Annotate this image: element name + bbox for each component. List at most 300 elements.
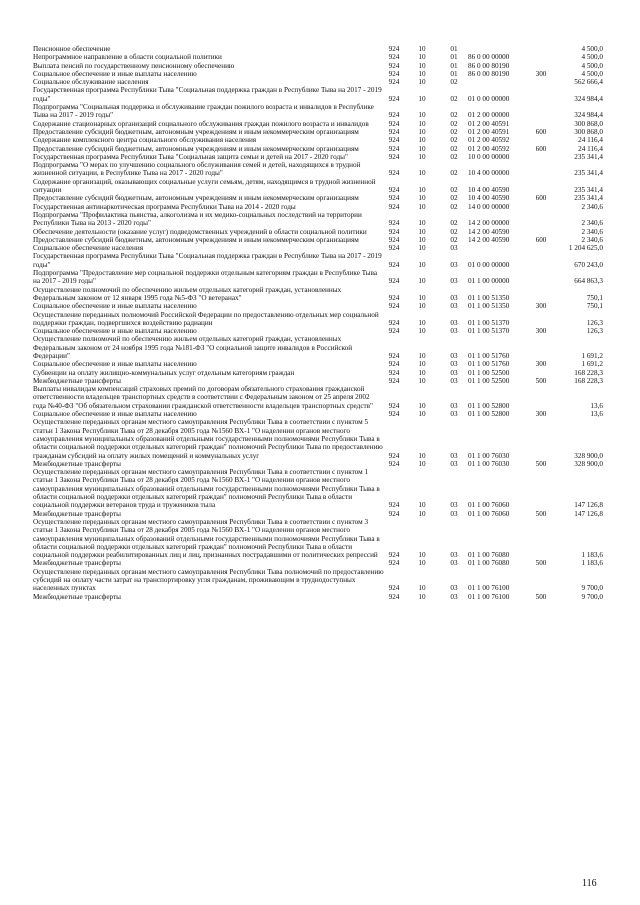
row-ved-code: 924 [388,194,400,203]
row-section-code: 10 [418,293,426,302]
row-ved-code: 924 [388,351,400,360]
row-amount: 147 126,8 [574,501,603,510]
row-name: Подпрограмма "Социальная поддержка и обслуживание граждан пожилого возраста и инвалидов в Республике Тыва на 2017 - 2019 годы" [33,103,374,120]
row-name: Содержание комплексного центра социального обслуживания населения [33,136,257,145]
table-row [33,593,603,601]
table-row [33,128,603,136]
row-section-code: 10 [418,169,426,178]
row-section-code: 10 [418,302,426,311]
row-amount: 1 183,6 [581,559,603,568]
row-ved-code: 924 [388,327,400,336]
table-row [33,468,603,509]
row-target-article-code: 01 0 00 00000 [468,260,510,269]
row-expense-type-code [530,228,552,236]
row-target-article-code: 01 1 00 00000 [468,277,510,286]
row-amount: 2 340,6 [581,235,603,244]
table-row [33,377,603,385]
row-subsection-code: 02 [450,186,458,195]
row-section-code: 10 [418,219,426,228]
row-target-article-code: 01 1 00 76030 [468,459,510,468]
row-expense-type-code: 300 [535,69,547,78]
row-target-article-code: 01 1 00 76080 [468,551,510,560]
table-row [33,161,603,178]
row-section-code: 10 [418,194,426,203]
row-expense-type-code [530,335,552,360]
row-expense-type-code [530,385,552,410]
row-ved-code: 924 [388,202,400,211]
row-subsection-code: 03 [450,318,458,327]
row-section-code: 10 [418,501,426,510]
row-ved-code: 924 [388,111,400,120]
row-name: Социальное обеспечение и иные выплаты населению [33,302,197,311]
row-expense-type-code [530,136,552,144]
row-name: Предоставление субсидий бюджетным, автономным учреждениям и иным некоммерческим организациям [33,127,359,136]
row-ved-code: 924 [388,152,400,161]
row-name: Пенсионное обеспечение [33,45,111,53]
row-amount: 235 341,4 [574,152,603,161]
row-ved-code: 924 [388,277,400,286]
row-amount: 664 863,3 [574,277,603,286]
row-subsection-code: 03 [450,277,458,286]
row-expense-type-code [530,244,552,252]
row-ved-code: 924 [388,127,400,136]
row-subsection-code: 02 [450,219,458,228]
table-row [33,568,603,593]
row-section-code: 10 [418,45,426,53]
row-subsection-code: 01 [450,53,458,62]
row-section-code: 10 [418,111,426,120]
table-row [33,252,603,269]
row-subsection-code: 03 [450,509,458,518]
row-name: Осуществление полномочий по обеспечению жильем отдельных категорий граждан, установленных Федеральным законом от 24 ноября 1995 года №181-ФЗ "О социальной защите инвалидов в Российской Федерации" [33,335,353,360]
row-target-article-code: 14 2 00 40590 [468,235,510,244]
row-target-article-code: 01 1 00 51760 [468,360,510,369]
row-target-article-code: 10 4 00 40590 [468,186,510,195]
row-name: Субвенции на оплату жилищно-коммунальных услуг отдельным категориям граждан [33,368,295,377]
row-section-code: 10 [418,360,426,369]
row-name: Осуществление переданных органам местного самоуправления Республики Тыва в соответствии с пунктом 1 статьи 1 Закона Республики Тыва от 28 декабря 2005 года №1560 ВХ-1 "О наделении органов местного самоуправления муниципальных образований отдельными государственными полномочиями Республики Тыва в области социальной поддержки отдельных категорий граждан" полномочий Республики Тыва в области социальной поддержки ветеранов труда и тружеников тыла [33,468,380,510]
row-section-code: 10 [418,459,426,468]
row-amount: 4 500,0 [581,53,603,62]
row-expense-type-code [530,286,552,303]
row-section-code: 10 [418,584,426,593]
row-amount: 300 868,0 [574,119,603,128]
row-subsection-code: 03 [450,592,458,601]
row-name: Социальное обеспечение и иные выплаты населению [33,410,197,419]
row-section-code: 10 [418,277,426,286]
row-subsection-code: 03 [450,501,458,510]
table-row [33,360,603,368]
row-section-code: 10 [418,318,426,327]
row-amount: 670 243,0 [574,260,603,269]
row-expense-type-code [530,369,552,377]
row-subsection-code: 03 [450,293,458,302]
row-amount: 13,6 [590,401,603,410]
row-subsection-code: 02 [450,136,458,145]
row-ved-code: 924 [388,592,400,601]
row-subsection-code: 03 [450,551,458,560]
row-target-article-code [468,78,530,86]
row-amount: 126,3 [586,318,603,327]
row-subsection-code: 03 [450,559,458,568]
table-row [33,53,603,61]
table-row [33,559,603,567]
row-name: Социальное обеспечение населения [33,244,144,253]
row-ved-code: 924 [388,401,400,410]
row-subsection-code: 02 [450,152,458,161]
row-subsection-code: 03 [450,410,458,419]
row-amount: 562 666,4 [574,78,603,87]
row-name: Государственная программа Республики Тыва "Социальная поддержка граждан в Республике Тыва на 2017 - 2019 годы" [33,252,382,269]
row-expense-type-code [530,418,552,459]
row-ved-code: 924 [388,136,400,145]
row-ved-code: 924 [388,451,400,460]
row-name: Предоставление субсидий бюджетным, автономным учреждениям и иным некоммерческим организациям [33,144,359,153]
table-row [33,244,603,252]
row-section-code: 10 [418,69,426,78]
table-row [33,145,603,153]
row-subsection-code: 03 [450,451,458,460]
row-name: Социальное обеспечение и иные выплаты населению [33,327,197,336]
row-name: Межбюджетные трансферты [33,459,121,468]
row-name: Осуществление переданных органам местного самоуправления Республики Тыва полномочий по предоставлению субсидий на оплату части затрат на транспортировку угля гражданам, проживающим в труднодоступных населенных пунктах [33,567,384,593]
row-ved-code: 924 [388,360,400,369]
row-name: Выплаты инвалидам компенсаций страховых премий по договорам обязательного страхования гражданской ответственности владельцев транспортных средств в соответствии с Федеральным законом от 25 апреля 2002 года №40-ФЗ "Об обязательном страховании гражданской ответственности владельцев транспортных средств" [33,385,373,410]
budget-table [33,45,603,601]
table-row [33,62,603,70]
row-target-article-code: 10 0 00 00000 [468,152,510,161]
row-ved-code: 924 [388,376,400,385]
row-ved-code: 924 [388,61,400,70]
row-section-code: 10 [418,186,426,195]
row-amount: 2 340,6 [581,202,603,211]
row-expense-type-code [530,468,552,509]
row-subsection-code: 03 [450,302,458,311]
row-subsection-code: 01 [450,69,458,78]
row-target-article-code: 10 4 00 40590 [468,194,510,203]
row-section-code: 10 [418,94,426,103]
row-section-code: 10 [418,509,426,518]
row-section-code: 10 [418,351,426,360]
row-subsection-code: 02 [450,202,458,211]
row-amount: 13,6 [590,410,603,419]
row-expense-type-code: 300 [535,327,547,336]
row-subsection-code: 02 [450,194,458,203]
table-row [33,518,603,559]
table-row [33,178,603,195]
row-name: Межбюджетные трансферты [33,592,121,601]
table-row [33,369,603,377]
row-subsection-code: 03 [450,351,458,360]
row-section-code: 10 [418,559,426,568]
row-subsection-code: 03 [450,368,458,377]
row-section-code: 10 [418,144,426,153]
row-section-code: 10 [418,376,426,385]
table-row [33,286,603,303]
row-target-article-code: 01 2 00 40591 [468,127,510,136]
row-target-article-code: 01 1 00 76030 [468,451,510,460]
row-ved-code: 924 [388,551,400,560]
row-target-article-code: 01 2 00 40591 [468,119,510,128]
row-expense-type-code [530,518,552,559]
row-section-code: 10 [418,327,426,336]
row-target-article-code: 01 1 00 52500 [468,368,510,377]
row-expense-type-code: 500 [535,559,547,568]
row-subsection-code: 03 [450,584,458,593]
table-row [33,510,603,518]
row-section-code: 10 [418,127,426,136]
row-expense-type-code [530,120,552,128]
row-target-article-code: 01 1 00 76060 [468,509,510,518]
row-amount: 1 183,6 [581,551,603,560]
table-row [33,418,603,459]
row-ved-code: 924 [388,584,400,593]
table-row [33,211,603,228]
row-expense-type-code: 600 [535,144,547,153]
row-subsection-code: 02 [450,111,458,120]
row-subsection-code: 02 [450,169,458,178]
row-name: Государственная программа Республики Тыва "Социальная поддержка граждан в Республике Тыва на 2017 - 2019 годы" [33,86,382,103]
row-name: Обеспечение деятельности (оказание услуг) подведомственных учреждений в области социальной политики [33,227,367,236]
table-row [33,385,603,410]
row-ved-code: 924 [388,69,400,78]
row-amount: 324 984,4 [574,111,603,120]
row-amount: 168 228,3 [574,368,603,377]
table-row [33,78,603,86]
row-expense-type-code: 500 [535,459,547,468]
row-expense-type-code: 600 [535,235,547,244]
row-subsection-code: 02 [450,227,458,236]
row-amount: 24 116,4 [578,144,603,153]
row-amount: 4 500,0 [581,45,603,53]
row-section-code: 10 [418,78,426,87]
row-section-code: 10 [418,202,426,211]
row-ved-code: 924 [388,368,400,377]
row-target-article-code: 01 1 00 76100 [468,592,510,601]
row-amount: 750,1 [586,293,603,302]
row-amount: 328 900,0 [574,451,603,460]
row-expense-type-code: 600 [535,194,547,203]
row-target-article-code: 86 0 00 80190 [468,69,510,78]
row-expense-type-code: 300 [535,360,547,369]
row-amount: 1 691,2 [581,360,603,369]
row-amount: 9 700,0 [581,584,603,593]
row-expense-type-code [530,178,552,195]
row-expense-type-code [530,103,552,120]
row-section-code: 10 [418,53,426,62]
row-section-code: 10 [418,235,426,244]
row-name: Межбюджетные трансферты [33,509,121,518]
row-expense-type-code [530,203,552,211]
row-target-article-code: 86 0 00 80190 [468,61,510,70]
row-expense-type-code: 500 [535,592,547,601]
table-row [33,203,603,211]
row-name: Межбюджетные трансферты [33,559,121,568]
row-name: Подпрограмма "Профилактика пьянства, алкоголизма и их медико-социальных последствий на территории Республики Тыва на 2013 - 2020 годы" [33,210,362,228]
row-subsection-code: 02 [450,78,458,87]
row-amount: 2 340,6 [581,227,603,236]
row-amount: 235 341,4 [574,194,603,203]
row-subsection-code: 03 [450,360,458,369]
row-subsection-code: 03 [450,244,458,253]
row-ved-code: 924 [388,219,400,228]
row-amount: 9 700,0 [581,592,603,601]
row-ved-code: 924 [388,78,400,87]
budget-table-body [33,45,603,601]
table-row [33,153,603,161]
row-expense-type-code [530,78,552,86]
table-row [33,194,603,202]
row-ved-code: 924 [388,302,400,311]
row-target-article-code [468,244,530,252]
row-ved-code: 924 [388,559,400,568]
row-target-article-code: 01 1 00 52800 [468,410,510,419]
row-ved-code: 924 [388,260,400,269]
row-amount: 147 126,8 [574,509,603,518]
row-target-article-code: 01 2 00 40592 [468,136,510,145]
table-row [33,103,603,120]
row-target-article-code: 14 2 00 40590 [468,227,510,236]
row-name: Осуществление переданных полномочий Российской Федерации по предоставлению отдельных мер социальной поддержки граждан, подвергшихся воздействию радиации [33,310,379,327]
row-subsection-code: 03 [450,401,458,410]
row-amount: 235 341,4 [574,169,603,178]
row-target-article-code: 14 2 00 00000 [468,219,510,228]
row-ved-code: 924 [388,235,400,244]
row-expense-type-code [530,269,552,286]
row-ved-code: 924 [388,501,400,510]
row-name: Предоставление субсидий бюджетным, автономным учреждениям и иным некоммерческим организациям [33,194,359,203]
row-amount: 1 691,2 [581,351,603,360]
row-expense-type-code [530,161,552,178]
row-name: Содержание стационарных организаций социального обслуживания граждан пожилого возраста и инвалидов [33,119,369,128]
row-target-article-code: 01 1 00 51370 [468,318,510,327]
row-name: Подпрограмма "О мерах по улучшению социального обслуживания семей и детей, находящихся в трудной жизненной ситуации, в Республике Тыва на 2017 - 2020 годы" [33,161,361,178]
row-section-code: 10 [418,61,426,70]
row-ved-code: 924 [388,119,400,128]
row-expense-type-code [530,252,552,269]
row-target-article-code: 86 0 00 00000 [468,53,510,62]
row-name: Государственная программа Республики Тыва "Социальная защита семьи и детей на 2017 - 2020 годы" [33,152,348,161]
row-ved-code: 924 [388,318,400,327]
row-ved-code: 924 [388,227,400,236]
row-target-article-code: 01 0 00 00000 [468,94,510,103]
row-name: Осуществление переданных органам местного самоуправления Республики Тыва в соответствии с пунктом 5 статьи 1 Закона Республики Тыва от 28 декабря 2005 года №1560 ВХ-1 "О наделении органов местного самоуправления муниципальных образований отдельными государственными полномочиями Республики Тыва в области социальной поддержки отдельных категорий граждан" полномочий Республики Тыва по предоставлению гражданам субсидий на оплату жилых помещений и коммунальных услуг [33,418,383,460]
row-subsection-code: 02 [450,235,458,244]
row-section-code: 10 [418,451,426,460]
row-amount: 1 204 625,0 [568,244,603,253]
table-row [33,311,603,328]
row-section-code: 10 [418,260,426,269]
row-name: Государственная антинаркотическая программа Республики Тыва на 2014 - 2020 годы [33,202,296,211]
row-subsection-code: 03 [450,260,458,269]
row-subsection-code: 02 [450,127,458,136]
table-row [33,70,603,78]
row-amount: 328 900,0 [574,459,603,468]
row-subsection-code: 02 [450,94,458,103]
row-name: Непрограммное направление в области социальной политики [33,53,222,62]
row-name: Подпрограмма "Предоставление мер социальной поддержки отдельным категориям граждан в Республике Тыва на 2017 - 2019 годы" [33,269,378,286]
row-expense-type-code [530,53,552,61]
row-section-code: 10 [418,227,426,236]
row-expense-type-code: 300 [535,302,547,311]
table-row [33,460,603,468]
row-name: Социальное обеспечение и иные выплаты населению [33,360,197,369]
page-number: 116 [582,878,597,889]
row-subsection-code: 01 [450,45,458,53]
row-amount: 4 500,0 [581,61,603,70]
row-target-article-code: 01 1 00 76080 [468,559,510,568]
row-target-article-code: 01 1 00 51370 [468,327,510,336]
row-section-code: 10 [418,401,426,410]
row-name: Социальное обеспечение и иные выплаты населению [33,69,197,78]
row-target-article-code: 01 1 00 52500 [468,376,510,385]
row-ved-code: 924 [388,459,400,468]
row-amount: 750,1 [586,302,603,311]
row-subsection-code: 03 [450,459,458,468]
row-target-article-code: 01 2 00 00000 [468,111,510,120]
row-section-code: 10 [418,410,426,419]
row-name: Содержание организаций, оказывающих социальные услуги семьям, детям, находящимся в трудной жизненной ситуации [33,177,376,195]
row-ved-code: 924 [388,244,400,253]
row-target-article-code [468,45,530,53]
row-subsection-code: 02 [450,119,458,128]
row-ved-code: 924 [388,53,400,62]
row-target-article-code: 10 4 00 00000 [468,169,510,178]
row-name: Выплата пенсий по государственному пенсионному обеспечению [33,61,235,70]
row-ved-code: 924 [388,144,400,153]
row-target-article-code: 01 1 00 76100 [468,584,510,593]
row-ved-code: 924 [388,169,400,178]
row-name: Осуществление переданных органам местного самоуправления Республики Тыва в соответствии с пунктом 3 статьи 1 Закона Республики Тыва от 28 декабря 2005 года №1560 ВХ-1 "О наделении органов местного самоуправления муниципальных образований отдельными государственными полномочиями Республики Тыва в области социальной поддержки отдельных категорий граждан" полномочий Республики Тыва в области социальной поддержки реабилитированных лиц и лиц, признанных пострадавшими от политических репрессий [33,517,380,560]
row-target-article-code: 01 1 00 51350 [468,302,510,311]
table-row [33,410,603,418]
row-expense-type-code [530,62,552,70]
row-name: Социальное обслуживание населения [33,78,149,87]
row-expense-type-code [530,311,552,328]
table-row [33,335,603,360]
row-name: Межбюджетные трансферты [33,376,121,385]
row-ved-code: 924 [388,410,400,419]
table-row [33,236,603,244]
row-section-code: 10 [418,152,426,161]
row-expense-type-code [530,568,552,593]
row-ved-code: 924 [388,94,400,103]
row-section-code: 10 [418,119,426,128]
table-row [33,269,603,286]
row-expense-type-code [530,45,552,53]
row-subsection-code: 03 [450,376,458,385]
row-target-article-code: 14 0 00 00000 [468,202,510,211]
row-expense-type-code: 300 [535,410,547,419]
table-row [33,302,603,310]
row-ved-code: 924 [388,186,400,195]
row-target-article-code: 01 1 00 51350 [468,293,510,302]
table-row [33,86,603,103]
row-name: Осуществление полномочий по обеспечению жильем отдельных категорий граждан, установленных Федеральным законом от 12 января 1995 года №5-ФЗ "О ветеранах" [33,285,342,302]
row-amount: 168 228,3 [574,376,603,385]
table-row [33,136,603,144]
row-amount: 24 116,4 [578,136,603,145]
row-expense-type-code [530,211,552,228]
row-section-code: 10 [418,592,426,601]
row-ved-code: 924 [388,293,400,302]
row-expense-type-code: 500 [535,509,547,518]
row-expense-type-code [530,86,552,103]
row-subsection-code: 01 [450,61,458,70]
table-row [33,327,603,335]
row-section-code: 10 [418,368,426,377]
row-ved-code: 924 [388,45,400,53]
